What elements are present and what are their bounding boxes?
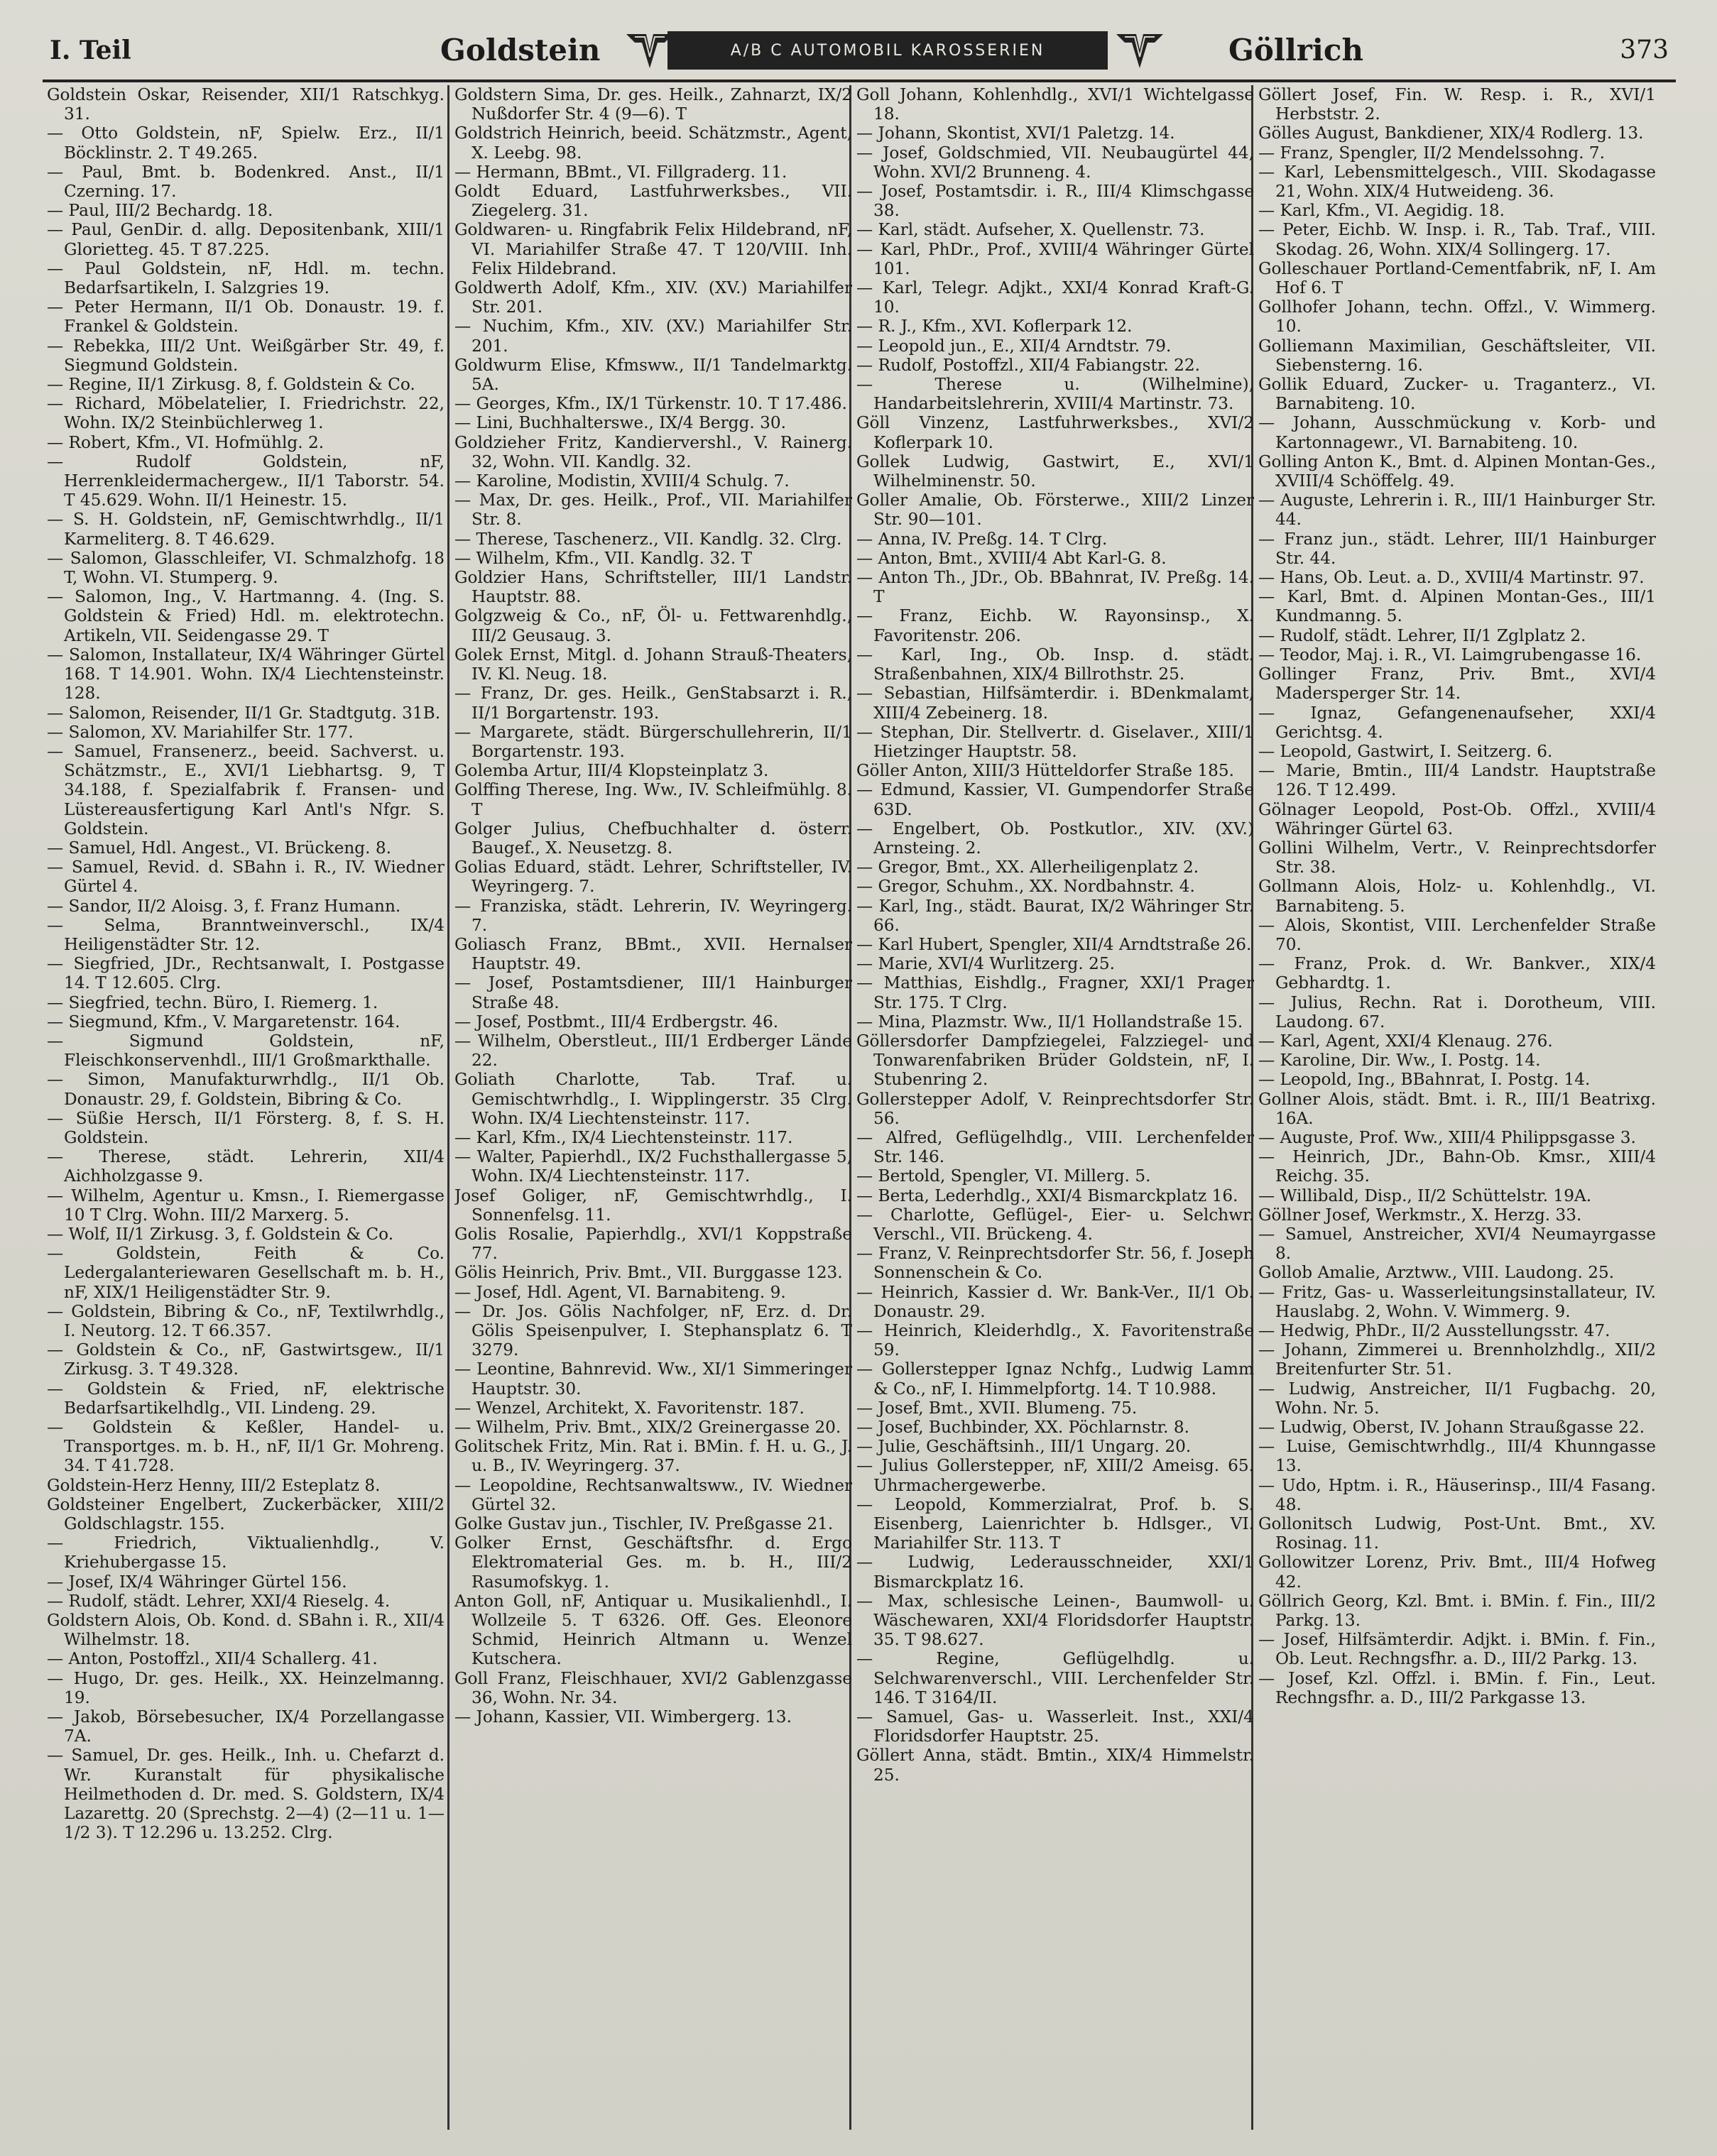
directory-entry: Goller Amalie, Ob. Försterwe., XIII/2 Linzer Str. 90—101. <box>856 491 1254 530</box>
directory-entry: — Peter Hermann, II/1 Ob. Donaustr. 19. f. Frankel & Goldstein. <box>47 297 445 336</box>
column-2 <box>454 85 852 2130</box>
directory-entry: — Wilhelm, Priv. Bmt., XIX/2 Greinergasse 20. <box>454 1418 841 1438</box>
directory-entry: Gollowitzer Lorenz, Priv. Bmt., III/4 Hofweg 42. <box>1258 1553 1656 1592</box>
directory-entry: — Sandor, II/2 Aloisg. 3, f. Franz Humann. <box>47 896 401 916</box>
directory-entry: — Goldstein, Feith & Co. Ledergalanteriewaren Gesellschaft m. b. H., nF, XIX/1 Heiligenstädter Str. 9. <box>47 1244 445 1302</box>
directory-entry: — Josef, Postamtsdiener, III/1 Hainburger Straße 48. <box>454 973 852 1012</box>
directory-entry: Goldsteiner Engelbert, Zuckerbäcker, XIII/2 Goldschlagstr. 155. <box>47 1494 445 1534</box>
directory-entry: — Rebekka, III/2 Unt. Weißgärber Str. 49, f. Siegmund Goldstein. <box>47 336 445 375</box>
directory-entry: — Edmund, Kassier, VI. Gumpendorfer Straße 63D. <box>856 780 1254 819</box>
directory-entry: Golis Rosalie, Papierhdlg., XVI/1 Koppstraße 77. <box>454 1224 852 1264</box>
directory-entry: — Rudolf, Postoffzl., XII/4 Fabiangstr. 22. <box>856 355 1201 375</box>
directory-entry: Goldstein-Herz Henny, III/2 Esteplatz 8. <box>47 1475 381 1495</box>
directory-entry: — Josef, Hdl. Agent, VI. Barnabiteng. 9. <box>454 1282 786 1302</box>
directory-entry: Golemba Artur, III/4 Klopsteinplatz 3. <box>454 761 769 781</box>
directory-entry: — Karl, Lebensmittelgesch., VIII. Skodagasse 21, Wohn. XIX/4 Hutweideng. 36. <box>1258 162 1656 202</box>
directory-entry: Golling Anton K., Bmt. d. Alpinen Montan-Ges., XVIII/4 Schöffelg. 49. <box>1258 452 1656 491</box>
directory-entry: — Karoline, Modistin, XVIII/4 Schulg. 7. <box>454 471 790 491</box>
directory-entry: — Rudolf Goldstein, nF, Herrenkleidermachergew., II/1 Taborstr. 54. T 45.629. Wohn. II/1 Heinestr. 15. <box>47 452 445 510</box>
directory-entry: — Siegfried, techn. Büro, I. Riemerg. 1. <box>47 992 378 1012</box>
directory-entry: Goll Johann, Kohlenhdlg., XVI/1 Wichtelgasse 18. <box>856 85 1254 124</box>
directory-entry: — Leontine, Bahnrevid. Ww., XI/1 Simmeringer Hauptstr. 30. <box>454 1359 852 1399</box>
directory-entry: — Sigmund Goldstein, nF, Fleischkonservenhdl., III/1 Großmarkthalle. <box>47 1031 445 1071</box>
directory-entry: — Leopoldine, Rechtsanwaltsww., IV. Wiedner Gürtel 32. <box>454 1475 852 1514</box>
directory-entry: — Margarete, städt. Bürgerschullehrerin, II/1 Borgartenstr. 193. <box>454 722 852 761</box>
page-number: 373 <box>1620 35 1669 65</box>
directory-entry: — Max, Dr. ges. Heilk., Prof., VII. Mariahilfer Str. 8. <box>454 491 852 530</box>
directory-entry: Gollerstepper Adolf, V. Reinprechtsdorfer Str. 56. <box>856 1089 1254 1128</box>
directory-entry: Gollonitsch Ludwig, Post-Unt. Bmt., XV. Rosinag. 11. <box>1258 1514 1656 1553</box>
directory-entry: — Salomon, Installateur, IX/4 Währinger Gürtel 168. T 14.901. Wohn. IX/4 Liechtensteinstr. 128. <box>47 645 445 704</box>
directory-entry: — Franziska, städt. Lehrerin, IV. Weyringerg. 7. <box>454 896 852 935</box>
directory-entry: Goldzier Hans, Schriftsteller, III/1 Landstr. Hauptstr. 88. <box>454 568 852 607</box>
directory-entry: — Otto Goldstein, nF, Spielw. Erz., II/1 Böcklinstr. 2. T 49.265. <box>47 124 445 163</box>
column-1 <box>47 85 445 2130</box>
directory-entry: Gollob Amalie, Arztww., VIII. Laudong. 25. <box>1258 1263 1615 1283</box>
directory-entry: — Willibald, Disp., II/2 Schüttelstr. 19A. <box>1258 1186 1592 1205</box>
directory-entry: — Anton Th., JDr., Ob. BBahnrat, IV. Preßg. 14. T <box>856 568 1254 607</box>
directory-entry: — Josef, Kzl. Offzl. i. BMin. f. Fin., Leut. Rechngsfhr. a. D., III/2 Parkgasse 13. <box>1258 1668 1656 1707</box>
directory-entry: — Max, schlesische Leinen-, Baumwoll- u. Wäschewaren, XXI/4 Floridsdorfer Hauptstr. 35. T 98.627. <box>856 1591 1254 1650</box>
directory-entry: — Salomon, XV. Mariahilfer Str. 177. <box>47 722 354 742</box>
directory-entry: — Karl, PhDr., Prof., XVIII/4 Währinger Gürtel 101. <box>856 239 1254 278</box>
directory-entry: Golker Ernst, Geschäftsfhr. d. Ergo Elektromaterial Ges. m. b. H., III/2 Rasumofskyg. 1. <box>454 1533 852 1592</box>
column-3 <box>856 85 1254 2130</box>
directory-entry: — Samuel, Hdl. Angest., VI. Brückeng. 8. <box>47 838 391 858</box>
directory-entry: — Sebastian, Hilfsämterdir. i. BDenkmalamt, XIII/4 Zebeinerg. 18. <box>856 684 1254 723</box>
directory-entry: — Luise, Gemischtwrhdlg., III/4 Khunngasse 13. <box>1258 1437 1656 1476</box>
header-rule <box>43 80 1676 82</box>
directory-entry: — Franz, V. Reinprechtsdorfer Str. 56, f. Joseph Sonnenschein & Co. <box>856 1244 1254 1283</box>
directory-entry: — Simon, Manufakturwrhdlg., II/1 Ob. Donaustr. 29, f. Goldstein, Bibring & Co. <box>47 1070 445 1109</box>
directory-entry: — Josef, Bmt., XVII. Blumeng. 75. <box>856 1398 1138 1418</box>
directory-entry: — Lini, Buchhalterswe., IX/4 Bergg. 30. <box>454 413 786 433</box>
directory-entry: — Siegmund, Kfm., V. Margaretenstr. 164. <box>47 1012 400 1032</box>
directory-entry: — Heinrich, Kleiderhdlg., X. Favoritenstraße 59. <box>856 1321 1254 1360</box>
directory-entry: Gollner Alois, städt. Bmt. i. R., III/1 Beatrixg. 16A. <box>1258 1089 1656 1128</box>
directory-entry: Göllner Josef, Werkmstr., X. Herzg. 33. <box>1258 1205 1582 1225</box>
directory-entry: Göll Vinzenz, Lastfuhrwerksbes., XVI/2 Koflerpark 10. <box>856 413 1254 452</box>
directory-entry: — Stephan, Dir. Stellvertr. d. Giselaver., XIII/1 Hietzinger Hauptstr. 58. <box>856 722 1254 761</box>
directory-entry: Goldstrich Heinrich, beeid. Schätzmstr., Agent, X. Leebg. 98. <box>454 124 852 163</box>
directory-entry: — Josef, Buchbinder, XX. Pöchlarnstr. 8. <box>856 1418 1190 1438</box>
directory-entry: — Bertold, Spengler, VI. Millerg. 5. <box>856 1166 1151 1186</box>
directory-entry: — Siegfried, JDr., Rechtsanwalt, I. Postgasse 14. T 12.605. Clrg. <box>47 954 445 993</box>
directory-entry: Goldstein Oskar, Reisender, XII/1 Ratschkyg. 31. <box>47 85 445 124</box>
directory-entry: — S. H. Goldstein, nF, Gemischtwrhdlg., II/1 Karmeliterg. 8. T 46.629. <box>47 510 445 549</box>
directory-entry: — Karl, Ing., städt. Baurat, IX/2 Währinger Str. 66. <box>856 896 1254 935</box>
directory-entry: — Leopold, Gastwirt, I. Seitzerg. 6. <box>1258 741 1553 761</box>
page-header <box>43 28 1676 78</box>
directory-entry: Golgzweig & Co., nF, Öl- u. Fettwarenhdlg., III/2 Geusaug. 3. <box>454 606 852 645</box>
directory-entry: — Therese, Taschenerz., VII. Kandlg. 32. Clrg. <box>454 529 842 549</box>
directory-entry: — Josef, Postbmt., III/4 Erdbergstr. 46. <box>454 1012 779 1032</box>
directory-entry: Gölis Heinrich, Priv. Bmt., VII. Burggasse 123. <box>454 1263 843 1283</box>
directory-entry: — Dr. Jos. Gölis Nachfolger, nF, Erz. d. Dr. Gölis Speisenpulver, I. Stephansplatz 6. T 3279. <box>454 1301 852 1360</box>
directory-entry: — Leopold jun., E., XII/4 Arndtstr. 79. <box>856 336 1172 356</box>
directory-entry: — Fritz, Gas- u. Wasserleitungsinstallateur, IV. Hauslabg. 2, Wohn. V. Wimmerg. 9. <box>1258 1282 1656 1321</box>
directory-entry: — Goldstein & Fried, nF, elektrische Bedarfsartikelhdlg., VII. Lindeng. 29. <box>47 1379 445 1418</box>
directory-entry: — Hugo, Dr. ges. Heilk., XX. Heinzelmanng. 19. <box>47 1668 445 1707</box>
directory-entry: Golke Gustav jun., Tischler, IV. Preßgasse 21. <box>454 1514 834 1534</box>
directory-entry: Goldstern Alois, Ob. Kond. d. SBahn i. R., XII/4 Wilhelmstr. 18. <box>47 1611 445 1650</box>
column-4 <box>1258 85 1656 2130</box>
directory-entry: — Karl, Bmt. d. Alpinen Montan-Ges., III/1 Kundmanng. 5. <box>1258 587 1656 626</box>
directory-entry: — Therese, städt. Lehrerin, XII/4 Aichholzgasse 9. <box>47 1147 445 1186</box>
directory-entry: — Charlotte, Geflügel-, Eier- u. Selchwr. Verschl., VII. Brückeng. 4. <box>856 1205 1254 1244</box>
directory-entry: — Johann, Ausschmückung v. Korb- und Kartonnagewr., VI. Barnabiteng. 10. <box>1258 413 1656 452</box>
directory-entry: — Josef, IX/4 Währinger Gürtel 156. <box>47 1572 347 1592</box>
directory-entry: — Franz, Prok. d. Wr. Bankver., XIX/4 Gebhardtg. 1. <box>1258 954 1656 993</box>
directory-entry: — Salomon, Reisender, II/1 Gr. Stadtgutg. 31B. <box>47 703 441 723</box>
directory-entry: — Nuchim, Kfm., XIV. (XV.) Mariahilfer Str. 201. <box>454 317 852 356</box>
directory-entry: — Paul Goldstein, nF, Hdl. m. techn. Bedarfsartikeln, I. Salzgries 19. <box>47 258 445 298</box>
directory-entry: — Ludwig, Oberst, IV. Johann Straußgasse 22. <box>1258 1418 1645 1438</box>
directory-entry: — Mina, Plazmstr. Ww., II/1 Hollandstraße 15. <box>856 1012 1243 1032</box>
directory-entry: Gölnager Leopold, Post-Ob. Offzl., XVIII/4 Währinger Gürtel 63. <box>1258 799 1656 838</box>
directory-entry: Golffing Therese, Ing. Ww., IV. Schleifmühlg. 8. T <box>454 780 852 819</box>
directory-entry: Golias Eduard, städt. Lehrer, Schriftsteller, IV. Weyringerg. 7. <box>454 858 852 897</box>
directory-entry: — Therese u. (Wilhelmine), Handarbeitslehrerin, XVIII/4 Martinstr. 73. <box>856 375 1254 414</box>
directory-entry: — Wilhelm, Agentur u. Kmsn., I. Riemergasse 10 T Clrg. Wohn. III/2 Marxerg. 5. <box>47 1186 445 1225</box>
directory-entry: — Auguste, Lehrerin i. R., III/1 Hainburger Str. 44. <box>1258 491 1656 530</box>
directory-entry: — Salomon, Ing., V. Hartmanng. 4. (Ing. S. Goldstein & Fried) Hdl. m. elektrotechn. Artikeln, VII. Seidengasse 29. T <box>47 587 445 645</box>
directory-entry: — Georges, Kfm., IX/1 Türkenstr. 10. T 17.486. <box>454 394 847 414</box>
directory-entry: — Karl, Ing., Ob. Insp. d. städt. Straßenbahnen, XIX/4 Billrothstr. 25. <box>856 645 1254 684</box>
directory-entry: Goldwurm Elise, Kfmsww., II/1 Tandelmarktg. 5A. <box>454 355 852 395</box>
directory-entry: — Wolf, II/1 Zirkusg. 3, f. Goldstein & Co. <box>47 1224 394 1244</box>
directory-entry: — Hermann, BBmt., VI. Fillgraderg. 11. <box>454 162 787 182</box>
directory-entry: — Karoline, Dir. Ww., I. Postg. 14. <box>1258 1051 1541 1071</box>
directory-entry: — Peter, Eichb. W. Insp. i. R., Tab. Traf., VIII. Skodag. 26, Wohn. XIX/4 Sollingerg. 17. <box>1258 220 1656 259</box>
directory-entry: Golitschek Fritz, Min. Rat i. BMin. f. H. u. G., J. u. B., IV. Weyringerg. 37. <box>454 1437 852 1476</box>
directory-entry: — Heinrich, JDr., Bahn-Ob. Kmsr., XIII/4 Reichg. 35. <box>1258 1147 1656 1186</box>
directory-entry: — Walter, Papierhdl., IX/2 Fuchsthallergasse 5, Wohn. IX/4 Liechtensteinstr. 117. <box>454 1147 852 1186</box>
directory-entry: — Rudolf, städt. Lehrer, XXI/4 Rieselg. 4. <box>47 1591 391 1611</box>
directory-entry: Gölles August, Bankdiener, XIX/4 Rodlerg. 13. <box>1258 124 1644 143</box>
directory-entry: — Johann, Kassier, VII. Wimbergerg. 13. <box>454 1707 792 1727</box>
directory-entry: — Goldstein & Co., nF, Gastwirtsgew., II/1 Zirkusg. 3. T 49.328. <box>47 1340 445 1379</box>
directory-entry: — Johann, Skontist, XVI/1 Paletzg. 14. <box>856 124 1175 143</box>
directory-entry: Göllert Anna, städt. Bmtin., XIX/4 Himmelstr. 25. <box>856 1746 1254 1785</box>
directory-entry: — Anton, Postoffzl., XII/4 Schallerg. 41. <box>47 1649 378 1669</box>
directory-entry: Göllert Josef, Fin. W. Resp. i. R., XVI/1 Herbststr. 2. <box>1258 85 1656 124</box>
directory-entry: — Julius, Rechn. Rat i. Dorotheum, VIII. Laudong. 67. <box>1258 992 1656 1032</box>
directory-entry: — Süßie Hersch, II/1 Försterg. 8, f. S. H. Goldstein. <box>47 1108 445 1147</box>
directory-entry: — Hans, Ob. Leut. a. D., XVIII/4 Martinstr. 97. <box>1258 568 1645 588</box>
directory-entry: Gollmann Alois, Holz- u. Kohlenhdlg., VI. Barnabiteng. 5. <box>1258 877 1656 916</box>
directory-entry: — Samuel, Gas- u. Wasserleit. Inst., XXI/4 Floridsdorfer Hauptstr. 25. <box>856 1707 1254 1746</box>
directory-entry: — Regine, Geflügelhdlg. u. Selchwarenverschl., VIII. Lerchenfelder Str. 146. T 3164/II. <box>856 1649 1254 1707</box>
directory-entry: — Franz, Spengler, II/2 Mendelssohng. 7. <box>1258 143 1606 163</box>
directory-entry: — Josef, Goldschmied, VII. Neubaugürtel 44, Wohn. XVI/2 Brunneng. 4. <box>856 143 1254 182</box>
directory-entry: — Franz, Dr. ges. Heilk., GenStabsarzt i. R., II/1 Borgartenstr. 193. <box>454 684 852 723</box>
advertisement-banner: A/B C AUTOMOBIL KAROSSERIEN <box>667 31 1108 70</box>
directory-entry: — Selma, Branntweinverschl., IX/4 Heiligenstädter Str. 12. <box>47 915 445 954</box>
directory-entry: — Leopold, Ing., BBahnrat, I. Postg. 14. <box>1258 1070 1591 1090</box>
directory-entry: — Samuel, Revid. d. SBahn i. R., IV. Wiedner Gürtel 4. <box>47 858 445 897</box>
directory-entry: — Ludwig, Anstreicher, II/1 Fugbachg. 20, Wohn. Nr. 5. <box>1258 1379 1656 1418</box>
directory-entry: — Gollerstepper Ignaz Nchfg., Ludwig Lamm & Co., nF, I. Himmelpfortg. 14. T 10.988. <box>856 1359 1254 1399</box>
directory-entry: — Wilhelm, Oberstleut., III/1 Erdberger Lände 22. <box>454 1031 852 1071</box>
directory-entry: — Leopold, Kommerzialrat, Prof. b. S. Eisenberg, Laienrichter b. Hdlsger., VI. Mariahilfer Str. 113. T <box>856 1494 1254 1553</box>
directory-entry: — Samuel, Dr. ges. Heilk., Inh. u. Chefarzt d. Wr. Kuranstalt für physikalische Heilmethoden d. Dr. med. S. Goldstern, IX/4 Lazarettg. 20 (Sprechstg. 2—4) (2—11 u. 1—1/2 3). T 12.296 u. 13.252. Clrg. <box>47 1746 445 1843</box>
directory-entry: Anton Goll, nF, Antiquar u. Musikalienhdl., I. Wollzeile 5. T 6326. Off. Ges. Eleonore Schmid, Heinrich Altmann u. Wenzel Kutschera. <box>454 1591 852 1669</box>
directory-entry: — Karl, Kfm., VI. Aegidig. 18. <box>1258 201 1505 221</box>
directory-entry: — Richard, Möbelatelier, I. Friedrichstr. 22, Wohn. IX/2 Steinbüchlerweg 1. <box>47 394 445 433</box>
directory-entry: Gollini Wilhelm, Vertr., V. Reinprechtsdorfer Str. 38. <box>1258 838 1656 877</box>
directory-entry: Göllersdorfer Dampfziegelei, Falzziegel- und Tonwarenfabriken Brüder Goldstein, nF, I. Stubenring 2. <box>856 1031 1254 1090</box>
directory-entry: — Karl, städt. Aufseher, X. Quellenstr. 73. <box>856 220 1205 240</box>
directory-entry: — Jakob, Börsebesucher, IX/4 Porzellangasse 7A. <box>47 1707 445 1746</box>
directory-entry: — Josef, Hilfsämterdir. Adjkt. i. BMin. f. Fin., Ob. Leut. Rechngsfhr. a. D., III/2 Parkg. 13. <box>1258 1630 1656 1669</box>
directory-entry: — Ludwig, Lederausschneider, XXI/1 Bismarckplatz 16. <box>856 1553 1254 1592</box>
directory-entry: — Salomon, Glasschleifer, VI. Schmalzhofg. 18 T, Wohn. VI. Stumperg. 9. <box>47 548 445 588</box>
directory-entry: Goldwerth Adolf, Kfm., XIV. (XV.) Mariahilfer Str. 201. <box>454 278 852 317</box>
directory-entry: — Josef, Postamtsdir. i. R., III/4 Klimschgasse 38. <box>856 182 1254 221</box>
directory-entry: — R. J., Kfm., XVI. Koflerpark 12. <box>856 317 1133 336</box>
directory-entry: — Udo, Hptm. i. R., Häuserinsp., III/4 Fasang. 48. <box>1258 1475 1656 1514</box>
directory-entry: Goldwaren- u. Ringfabrik Felix Hildebrand, nF, VI. Mariahilfer Straße 47. T 120/VIII. Inh. Felix Hildebrand. <box>454 220 852 278</box>
directory-entry: Golek Ernst, Mitgl. d. Johann Strauß-Theaters, IV. Kl. Neug. 18. <box>454 645 852 684</box>
directory-entry: Goldt Eduard, Lastfuhrwerksbes., VII. Ziegelerg. 31. <box>454 182 852 221</box>
column-divider <box>447 85 449 2130</box>
directory-entry: — Karl Hubert, Spengler, XII/4 Arndtstraße 26. <box>856 934 1252 954</box>
directory-entry: — Paul, GenDir. d. allg. Depositenbank, XIII/1 Glorietteg. 45. T 87.225. <box>47 220 445 259</box>
winged-logo-icon <box>1115 28 1165 72</box>
directory-entry: — Gregor, Schuhm., XX. Nordbahnstr. 4. <box>856 877 1195 897</box>
directory-entry: — Berta, Lederhdlg., XXI/4 Bismarckplatz 16. <box>856 1186 1238 1205</box>
directory-entry: — Anton, Bmt., XVIII/4 Abt Karl-G. 8. <box>856 548 1167 568</box>
part-label: I. Teil <box>50 35 131 65</box>
directory-entry: — Gregor, Bmt., XX. Allerheiligenplatz 2. <box>856 858 1199 877</box>
directory-entry: — Alois, Skontist, VIII. Lerchenfelder Straße 70. <box>1258 915 1656 954</box>
directory-entry: — Auguste, Prof. Ww., XIII/4 Philippsgasse 3. <box>1258 1127 1636 1147</box>
directory-entry: — Goldstein & Keßler, Handel- u. Transportges. m. b. H., nF, II/1 Gr. Mohreng. 34. T 41.728. <box>47 1418 445 1476</box>
directory-entry: — Marie, Bmtin., III/4 Landstr. Hauptstraße 126. T 12.499. <box>1258 761 1656 800</box>
directory-entry: — Samuel, Anstreicher, XVI/4 Neumayrgasse 8. <box>1258 1224 1656 1264</box>
directory-entry: — Julie, Geschäftsinh., III/1 Ungarg. 20. <box>856 1437 1192 1457</box>
directory-entry: Goliath Charlotte, Tab. Traf. u. Gemischtwrhdlg., I. Wipplingerstr. 35 Clrg. Wohn. IX/4 Liechtensteinstr. 117. <box>454 1070 852 1128</box>
directory-entry: — Robert, Kfm., VI. Hofmühlg. 2. <box>47 432 325 452</box>
directory-entry: — Regine, II/1 Zirkusg. 8, f. Goldstein & Co. <box>47 375 415 395</box>
first-keyword: Goldstein <box>440 33 601 67</box>
directory-entry: Josef Goliger, nF, Gemischtwrhdlg., I. Sonnenfelsg. 11. <box>454 1186 852 1225</box>
directory-entry: Goliasch Franz, BBmt., XVII. Hernalser Hauptstr. 49. <box>454 934 852 974</box>
directory-entry: Göllrich Georg, Kzl. Bmt. i. BMin. f. Fin., III/2 Parkg. 13. <box>1258 1591 1656 1631</box>
directory-entry: — Karl, Kfm., IX/4 Liechtensteinstr. 117. <box>454 1127 793 1147</box>
directory-entry: — Ignaz, Gefangenenaufseher, XXI/4 Gerichtsg. 4. <box>1258 703 1656 742</box>
directory-entry: Golger Julius, Chefbuchhalter d. österr. Baugef., X. Neusetzg. 8. <box>454 819 852 858</box>
directory-entry: — Engelbert, Ob. Postkutlor., XIV. (XV.) Arnsteing. 2. <box>856 819 1254 858</box>
directory-entry: — Karl, Agent, XXI/4 Klenaug. 276. <box>1258 1031 1553 1051</box>
directory-entry: Golleschauer Portland-Cementfabrik, nF, I. Am Hof 6. T <box>1258 258 1656 298</box>
directory-entry: Golliemann Maximilian, Geschäftsleiter, VII. Siebensterng. 16. <box>1258 336 1656 375</box>
directory-entry: — Alfred, Geflügelhdlg., VIII. Lerchenfelder Str. 146. <box>856 1127 1254 1167</box>
directory-entry: — Wilhelm, Kfm., VII. Kandlg. 32. T <box>454 548 753 568</box>
directory-entry: Gollhofer Johann, techn. Offzl., V. Wimmerg. 10. <box>1258 297 1656 336</box>
directory-entry: — Friedrich, Viktualienhdlg., V. Kriehubergasse 15. <box>47 1533 445 1572</box>
directory-entry: — Anna, IV. Preßg. 14. T Clrg. <box>856 529 1108 549</box>
directory-entry: Goll Franz, Fleischhauer, XVI/2 Gablenzgasse 36, Wohn. Nr. 34. <box>454 1668 852 1707</box>
directory-entry: — Marie, XVI/4 Wurlitzerg. 25. <box>856 954 1115 974</box>
last-keyword: Göllrich <box>1228 33 1363 67</box>
directory-entry: — Heinrich, Kassier d. Wr. Bank-Ver., II/1 Ob. Donaustr. 29. <box>856 1282 1254 1321</box>
directory-entry: Goldzieher Fritz, Kandiervershl., V. Rainerg. 32, Wohn. VII. Kandlg. 32. <box>454 432 852 471</box>
directory-entry: — Julius Gollerstepper, nF, XIII/2 Ameisg. 65. Uhrmachergewerbe. <box>856 1456 1254 1495</box>
directory-entry: — Johann, Zimmerei u. Brennholzhdlg., XII/2 Breitenfurter Str. 51. <box>1258 1340 1656 1379</box>
directory-entry: Gollik Eduard, Zucker- u. Traganterz., VI. Barnabiteng. 10. <box>1258 375 1656 414</box>
directory-entry: — Matthias, Eishdlg., Fragner, XXI/1 Prager Str. 175. T Clrg. <box>856 973 1254 1012</box>
directory-entry: — Goldstein, Bibring & Co., nF, Textilwrhdlg., I. Neutorg. 12. T 66.357. <box>47 1301 445 1340</box>
directory-entry: — Rudolf, städt. Lehrer, II/1 Zglplatz 2. <box>1258 625 1586 645</box>
directory-entry: — Franz, Eichb. W. Rayonsinsp., X. Favoritenstr. 206. <box>856 606 1254 645</box>
directory-entry: Gollek Ludwig, Gastwirt, E., XVI/1 Wilhelminenstr. 50. <box>856 452 1254 491</box>
directory-entry: Gollinger Franz, Priv. Bmt., XVI/4 Madersperger Str. 14. <box>1258 664 1656 704</box>
directory-entry: — Samuel, Fransenerz., beeid. Sachverst. u. Schätzmstr., E., XVI/1 Liebhartsg. 9, T 34.188, f. Spezialfabrik f. Fransen- und Lüstereausfertigung Karl Antl's Nfgr. S. Goldstein. <box>47 741 445 838</box>
directory-entry: — Karl, Telegr. Adjkt., XXI/4 Konrad Kraft-G. 10. <box>856 278 1254 317</box>
directory-entry: — Wenzel, Architekt, X. Favoritenstr. 187. <box>454 1398 805 1418</box>
directory-entry: Goldstern Sima, Dr. ges. Heilk., Zahnarzt, IX/2 Nußdorfer Str. 4 (9—6). T <box>454 85 852 124</box>
directory-entry: — Franz jun., städt. Lehrer, III/1 Hainburger Str. 44. <box>1258 529 1656 568</box>
directory-entry: — Teodor, Maj. i. R., VI. Laimgrubengasse 16. <box>1258 645 1642 664</box>
directory-entry: — Hedwig, PhDr., II/2 Ausstellungsstr. 47. <box>1258 1321 1610 1340</box>
directory-entry: Göller Anton, XIII/3 Hütteldorfer Straße 185. <box>856 761 1234 781</box>
directory-entry: — Paul, III/2 Bechardg. 18. <box>47 201 273 221</box>
directory-entry: — Paul, Bmt. b. Bodenkred. Anst., II/1 Czerning. 17. <box>47 162 445 202</box>
